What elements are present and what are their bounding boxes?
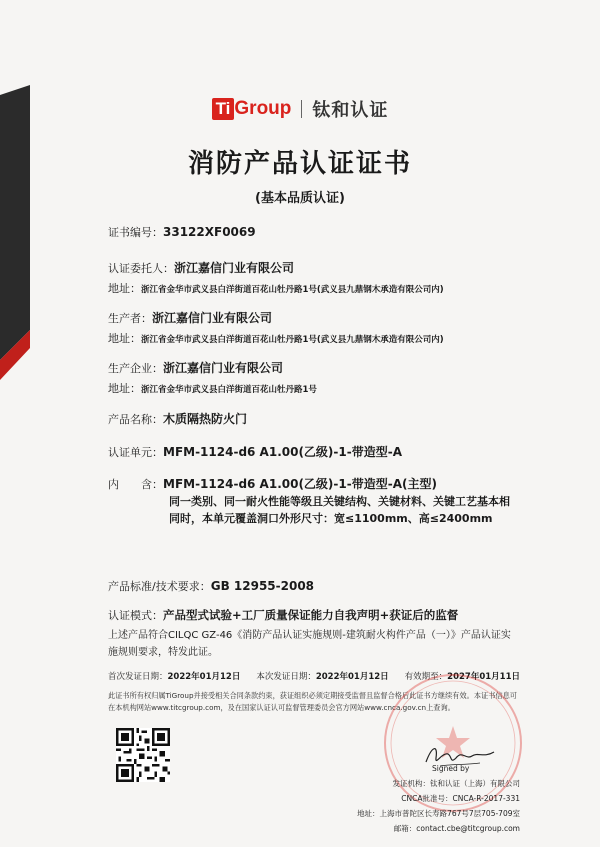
factory-address-row <box>108 380 317 396</box>
contents-description: 同一类别、同一耐火性能等级且关键结构、关键材料、关键工艺基本相同时，本单元覆盖洞口外形尺寸：宽≤1100mm、高≤2400mm <box>169 495 510 525</box>
decorative-ribbon <box>0 0 40 847</box>
client-row <box>108 259 294 276</box>
expiry-label: 有效期至： <box>404 672 448 682</box>
standard-label: 产品标准/技术要求： <box>108 580 211 593</box>
client-label: 认证委托人： <box>108 262 174 275</box>
legal-note: 此证书所有权归属TiGroup并接受相关合同条款约束，获证组织必须定期接受监督且监督合格后此证书方继续有效。本证书信息可在本机构网站www.titcgroup.com，及在国家认证认可监督管理委员会官方网站www.cnca.gov.cn上查询。 <box>108 691 517 712</box>
manufacturer-name: 浙江嘉信门业有限公司 <box>152 311 273 325</box>
factory-label: 生产企业： <box>108 362 163 375</box>
client-address-label: 地址： <box>108 282 141 295</box>
contents-value: MFM-1124-d6 A1.00(乙级)-1-带造型-A(主型) <box>163 477 437 491</box>
logo-row <box>0 96 600 122</box>
product-name: 木质隔热防火门 <box>163 412 248 426</box>
footer-email: 邮箱：contact.cbe@titcgroup.com <box>393 824 520 833</box>
mode-row <box>108 607 458 623</box>
logo-ti: Ti <box>212 98 235 120</box>
manufacturer-address-row <box>108 330 444 346</box>
manufacturer-label: 生产者： <box>108 312 152 325</box>
cert-number-value: 33122XF0069 <box>163 225 256 239</box>
logo-chinese-name: 钛和认证 <box>312 100 389 121</box>
logo-group: Group <box>234 98 292 119</box>
contents-label: 内 含： <box>108 478 163 491</box>
manufacturer-address-label: 地址： <box>108 332 141 345</box>
tigroup-logo <box>212 96 389 122</box>
current-issue-label: 本次发证日期： <box>256 672 316 682</box>
factory-address-label: 地址： <box>108 382 141 395</box>
cert-number-label: 证书编号： <box>108 226 163 239</box>
manufacturer-address: 浙江省金华市武义县白洋街道百花山牡丹路1号(武义县九鼎钢木承造有限公司内) <box>141 335 444 345</box>
standard-value: GB 12955-2008 <box>210 579 315 593</box>
mode-value: 产品型式试验+工厂质量保证能力自我声明+获证后的监督 <box>163 608 459 622</box>
client-address: 浙江省金华市武义县白洋街道百花山牡丹路1号(武义县九鼎钢木承造有限公司内) <box>141 285 444 295</box>
footer-issuer: 发证机构：钛和认证（上海）有限公司 <box>392 779 520 788</box>
client-address-row <box>108 280 444 296</box>
factory-row <box>108 359 283 376</box>
mode-label: 认证模式： <box>108 609 163 622</box>
unit-row <box>108 443 402 460</box>
unit-label: 认证单元： <box>108 446 163 459</box>
unit-value: MFM-1124-d6 A1.00(乙级)-1-带造型-A <box>163 445 402 459</box>
current-issue-date <box>256 670 388 682</box>
standard-row <box>108 578 314 594</box>
current-issue-value: 2022年01月12日 <box>315 672 389 682</box>
signed-by-label: Signed by <box>432 764 470 773</box>
certificate-title: 消防产品认证证书 <box>187 149 412 179</box>
mode-statement: 上述产品符合CILQC GZ-46《消防产品认证实施规则-建筑耐火构件产品（一）》产品认证实施规则要求，特发此证。 <box>108 630 511 658</box>
factory-name: 浙江嘉信门业有限公司 <box>163 361 284 375</box>
footer-cnca: CNCA批准号：CNCA-R-2017-331 <box>401 794 520 803</box>
first-issue-date <box>108 670 240 682</box>
manufacturer-row <box>108 309 272 326</box>
footer-address: 地址：上海市普陀区长寿路767号7层705-709室 <box>357 809 520 818</box>
first-issue-value: 2022年01月12日 <box>167 672 241 682</box>
qr-code-icon <box>116 728 170 782</box>
product-row <box>108 410 247 427</box>
logo-divider <box>301 100 302 118</box>
expiry-value: 2027年01月11日 <box>447 672 520 682</box>
factory-address: 浙江省金华市武义县白洋街道百花山牡丹路1号 <box>141 385 317 395</box>
first-issue-label: 首次发证日期： <box>108 672 168 682</box>
product-label: 产品名称： <box>108 413 163 426</box>
client-name: 浙江嘉信门业有限公司 <box>174 261 295 275</box>
contents-row <box>108 475 437 492</box>
certificate-subtitle: (基本品质认证) <box>255 191 345 206</box>
cert-number-row <box>108 224 256 240</box>
